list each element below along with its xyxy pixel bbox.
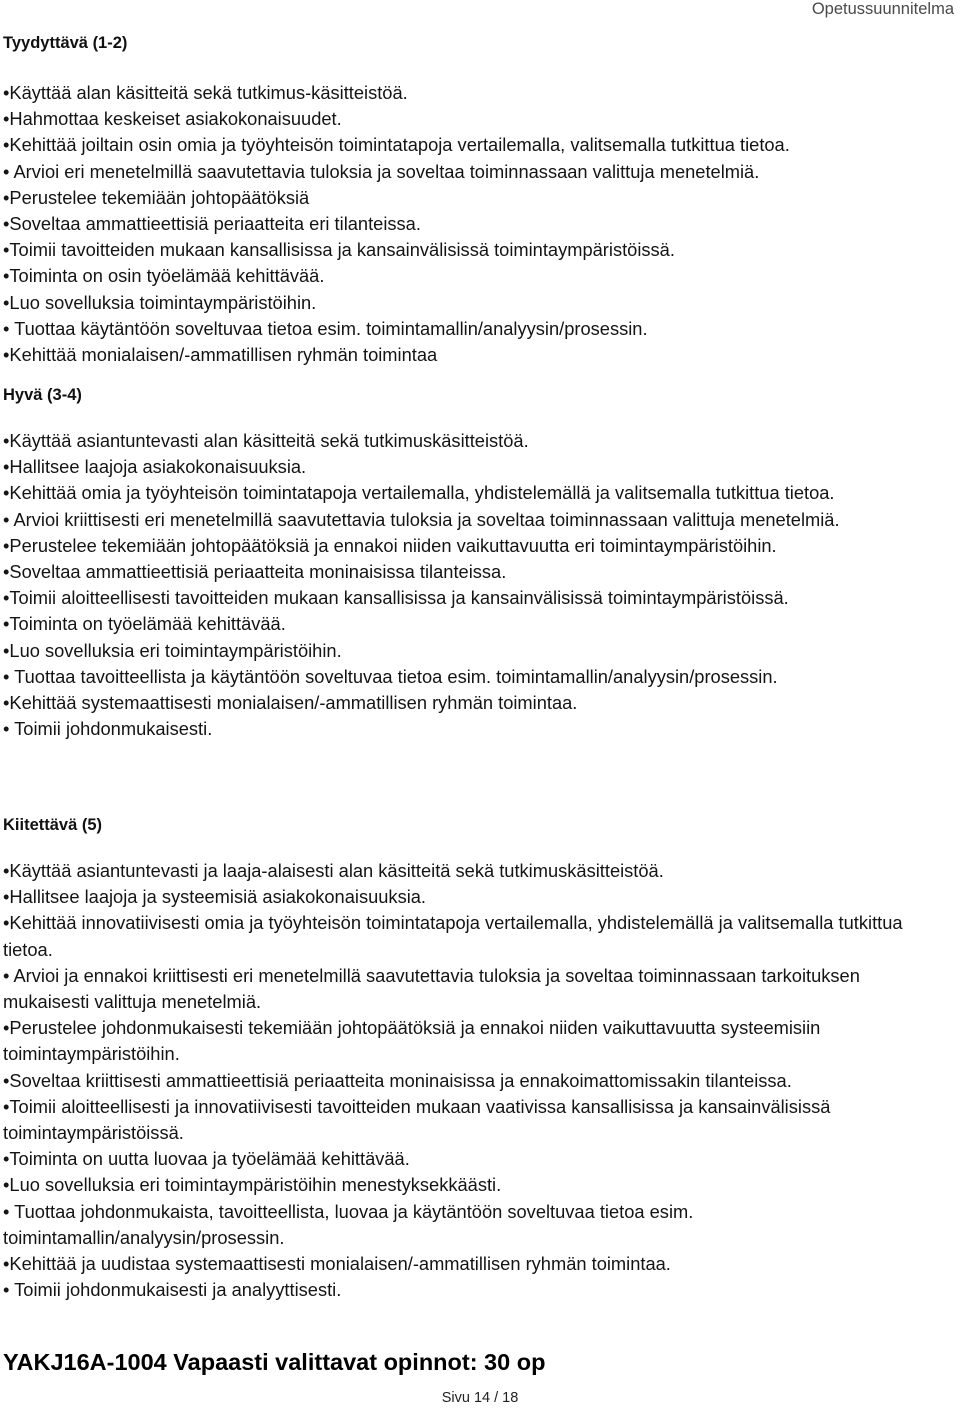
list-item: •Hahmottaa keskeiset asiakokonaisuudet.: [3, 108, 342, 130]
list-item: •Käyttää alan käsitteitä sekä tutkimus-käsitteistöä.: [3, 82, 408, 103]
list-item: • Arvioi eri menetelmillä saavutettavia tuloksia ja soveltaa toiminnassaan valittuja menetelmiä.: [3, 160, 760, 182]
list-item: •Kehittää omia ja työyhteisön toimintatapoja vertailemalla, yhdistelemällä ja valitsemalla tutkittua tietoa.: [3, 482, 835, 504]
document-label: Opetussuunnitelma: [811, 0, 954, 18]
list-item: •Toimii aloitteellisesti ja innovatiivisesti tavoitteiden mukaan vaativissa kansallisissa ja kansainvälisissä toimintaympäristöissä.: [3, 1095, 831, 1144]
list-item: •Käyttää asiantuntevasti ja laaja-alaisesti alan käsitteitä sekä tutkimuskäsitteistöä.: [3, 860, 664, 881]
list-item: •Käyttää asiantuntevasti alan käsitteitä sekä tutkimuskäsitteistöä.: [3, 430, 529, 451]
list-item: •Kehittää systemaattisesti monialaisen/-ammatillisen ryhmän toimintaa.: [3, 692, 578, 714]
list-item: •Perustelee tekemiään johtopäätöksiä: [3, 186, 310, 208]
list-item: •Soveltaa kriittisesti ammattieettisiä periaatteita moninaisissa ja ennakoimattomissakin tilanteissa.: [3, 1069, 792, 1091]
criteria-list-excellent: [3, 858, 938, 1303]
grade-heading-excellent: Kiitettävä (5): [3, 816, 103, 834]
list-item: •Perustelee johdonmukaisesti tekemiään johtopäätöksiä ja ennakoi niiden vaikuttavuutta systeemisiin toimintaympäristöihin.: [3, 1017, 821, 1065]
list-item: •Luo sovelluksia toimintaympäristöihin.: [3, 291, 317, 313]
page-number: Sivu 14 / 18: [441, 1390, 519, 1406]
list-item: • Arvioi ja ennakoi kriittisesti eri menetelmillä saavutettavia tuloksia ja soveltaa toiminnassaan tarkoituksen mukaisesti valittuja menetelmiä.: [3, 964, 860, 1013]
list-item: • Toimii johdonmukaisesti.: [3, 718, 213, 740]
list-item: • Tuottaa käytäntöön soveltuvaa tietoa esim. toimintamallin/analyysin/prosessin.: [3, 317, 648, 339]
list-item: •Kehittää monialaisen/-ammatillisen ryhmän toimintaa: [3, 344, 438, 366]
criteria-list-good: [3, 428, 938, 742]
list-item: • Tuottaa tavoitteellista ja käytäntöön soveltuvaa tietoa esim. toimintamallin/analyysin/prosessin.: [3, 665, 778, 687]
criteria-list-satisfactory: [3, 80, 938, 368]
list-item: • Tuottaa johdonmukaista, tavoitteellista, luovaa ja käytäntöön soveltuvaa tietoa esim. toimintamallin/analyysin/prosessin.: [3, 1200, 694, 1248]
module-heading: YAKJ16A-1004 Vapaasti valittavat opinnot: 30 op: [3, 1349, 546, 1375]
list-item: •Kehittää ja uudistaa systemaattisesti monialaisen/-ammatillisen ryhmän toimintaa.: [3, 1253, 671, 1275]
list-item: •Perustelee tekemiään johtopäätöksiä ja ennakoi niiden vaikuttavuutta eri toimintaympäristöihin.: [3, 534, 777, 556]
grade-heading-satisfactory: Tyydyttävä (1-2): [3, 34, 128, 52]
list-item: •Toiminta on uutta luovaa ja työelämää kehittävää.: [3, 1148, 410, 1170]
list-item: •Luo sovelluksia eri toimintaympäristöihin menestyksekkäästi.: [3, 1174, 502, 1196]
list-item: •Toiminta on osin työelämää kehittävää.: [3, 265, 325, 287]
list-item: • Toimii johdonmukaisesti ja analyyttisesti.: [3, 1279, 342, 1301]
list-item: •Hallitsee laajoja ja systeemisiä asiakokonaisuuksia.: [3, 886, 427, 908]
list-item: •Soveltaa ammattieettisiä periaatteita moninaisissa tilanteissa.: [3, 561, 507, 583]
list-item: •Hallitsee laajoja asiakokonaisuuksia.: [3, 456, 307, 478]
list-item: •Toimii tavoitteiden mukaan kansallisissa ja kansainvälisissä toimintaympäristöissä.: [3, 239, 675, 261]
list-item: •Kehittää innovatiivisesti omia ja työyhteisön toimintatapoja vertailemalla, yhdistelemällä ja valitsemalla tutkittua tietoa.: [3, 912, 903, 960]
list-item: •Toiminta on työelämää kehittävää.: [3, 613, 286, 635]
list-item: •Toimii aloitteellisesti tavoitteiden mukaan kansallisissa ja kansainvälisissä toimintaympäristöissä.: [3, 587, 789, 609]
grade-heading-good: Hyvä (3-4): [3, 386, 82, 404]
list-item: •Luo sovelluksia eri toimintaympäristöihin.: [3, 639, 342, 661]
list-item: • Arvioi kriittisesti eri menetelmillä saavutettavia tuloksia ja soveltaa toiminnassaan valittuja menetelmiä.: [3, 508, 840, 530]
list-item: •Kehittää joiltain osin omia ja työyhteisön toimintatapoja vertailemalla, valitsemalla tutkittua tietoa.: [3, 134, 790, 156]
list-item: •Soveltaa ammattieettisiä periaatteita eri tilanteissa.: [3, 213, 421, 235]
